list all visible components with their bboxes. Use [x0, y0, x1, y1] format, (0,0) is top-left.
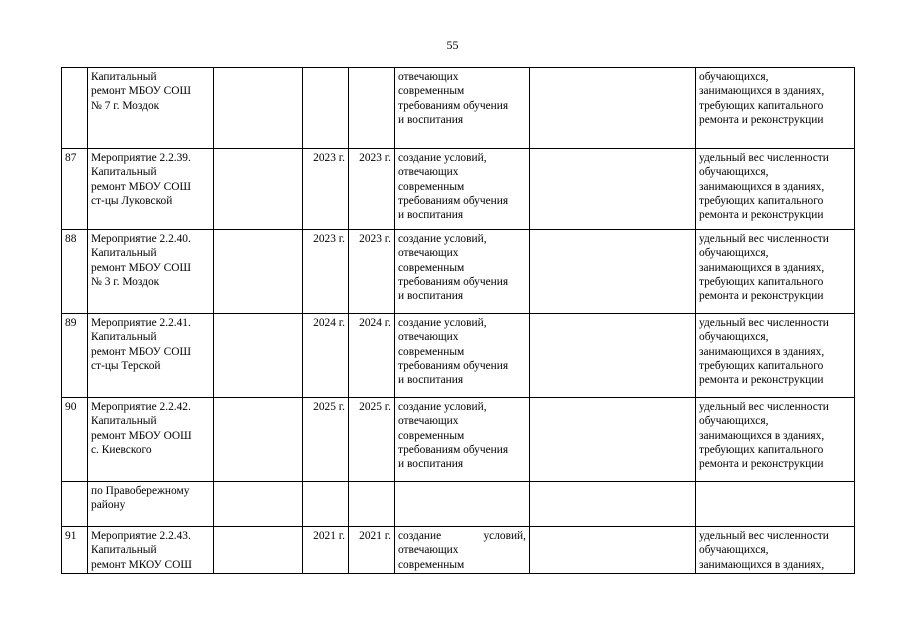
indicator-cell	[696, 68, 855, 149]
expected-result	[395, 149, 530, 230]
row-number: 89	[62, 314, 88, 398]
indicator-cell	[696, 230, 855, 314]
activity-name-line: ремонт МБОУ СОШ	[91, 85, 191, 98]
start-year: 2025 г.	[303, 398, 349, 482]
indicator-cell	[696, 482, 855, 527]
indicator-cell	[696, 314, 855, 398]
activity-name-line: Капитальный	[91, 544, 157, 557]
expected-result	[395, 314, 530, 398]
expected-result	[395, 230, 530, 314]
activity-name-line: ст-цы Луковской	[91, 194, 173, 207]
indicator-cell-line: удельный вес численности	[699, 152, 829, 164]
expected-result-line: отвечающих	[398, 166, 459, 179]
expected-result	[395, 398, 530, 482]
indicator-cell-line: ремонта и реконструкции	[699, 458, 824, 471]
activity-name-line: Мероприятие 2.2.42.	[91, 401, 191, 413]
indicator-cell-line: ремонта и реконструкции	[699, 209, 824, 222]
indicator-cell-line: ремонта и реконструкции	[699, 290, 824, 303]
start-year: 2021 г.	[303, 527, 349, 574]
expected-result	[395, 527, 530, 574]
table-row	[62, 314, 855, 398]
start-year: 2023 г.	[303, 230, 349, 314]
expected-result-line: создание условий,	[398, 401, 487, 413]
row-number: 88	[62, 230, 88, 314]
end-year: 2025 г.	[349, 398, 395, 482]
indicator-cell-line: обучающихся,	[699, 415, 769, 428]
table-row	[62, 149, 855, 230]
executor-cell	[214, 149, 303, 230]
executor-cell	[214, 482, 303, 527]
expected-result-line: требованиям обучения	[398, 359, 509, 372]
start-year	[303, 68, 349, 149]
indicator-cell-line: занимающихся в зданиях,	[699, 558, 825, 571]
activity-name-line: № 7 г. Моздок	[91, 99, 160, 112]
activity-name	[88, 68, 214, 149]
indicator-cell-line: обучающихся,	[699, 166, 769, 179]
activity-name-line: с. Киевского	[91, 443, 152, 456]
consequences-cell	[530, 482, 696, 527]
activity-name	[88, 527, 214, 574]
consequences-cell	[530, 398, 696, 482]
end-year: 2023 г.	[349, 230, 395, 314]
indicator-cell-line: удельный вес численности	[699, 530, 829, 542]
page-number: 55	[446, 38, 459, 52]
indicator-cell-line: требующих капитального	[699, 194, 824, 207]
expected-result-line: и воспитания	[398, 374, 464, 387]
expected-result	[395, 482, 530, 527]
activity-name-line: Мероприятие 2.2.43.	[91, 530, 191, 542]
expected-result-line: требованиям обучения	[398, 99, 509, 112]
indicator-cell-line: обучающихся,	[699, 331, 769, 344]
indicator-cell	[696, 398, 855, 482]
expected-result-line: современным	[398, 345, 465, 358]
activity-name-line: Капитальный	[91, 247, 157, 260]
expected-result-line: создание условий,	[398, 152, 487, 164]
indicator-cell-line: требующих капитального	[699, 443, 824, 456]
indicator-cell-line: удельный вес численности	[699, 317, 829, 329]
row-number: 91	[62, 527, 88, 574]
activity-name	[88, 398, 214, 482]
activity-name-line: ремонт МБОУ СОШ	[91, 261, 191, 274]
expected-result-line: создание условий,	[398, 233, 487, 245]
row-number	[62, 482, 88, 527]
expected-result-line: создание условий,	[398, 530, 526, 542]
start-year	[303, 482, 349, 527]
end-year: 2021 г.	[349, 527, 395, 574]
indicator-cell-line: требующих капитального	[699, 99, 824, 112]
indicator-cell-line: обучающихся,	[699, 247, 769, 260]
expected-result-line: отвечающих	[398, 331, 459, 344]
activity-name-line: району	[91, 499, 126, 512]
executor-cell	[214, 314, 303, 398]
consequences-cell	[530, 314, 696, 398]
consequences-cell	[530, 527, 696, 574]
activity-name-line: ремонт МБОУ СОШ	[91, 345, 191, 358]
activity-name-line: Капитальный	[91, 331, 157, 344]
indicator-cell-line: занимающихся в зданиях,	[699, 180, 825, 193]
activity-name	[88, 314, 214, 398]
table-row	[62, 527, 855, 574]
table-row	[62, 68, 855, 149]
table-row	[62, 482, 855, 527]
activity-name-line: Капитальный	[91, 166, 157, 179]
expected-result-line: требованиям обучения	[398, 194, 509, 207]
start-year: 2024 г.	[303, 314, 349, 398]
end-year	[349, 68, 395, 149]
indicator-cell-line: занимающихся в зданиях,	[699, 85, 825, 98]
activity-name-line: Мероприятие 2.2.39.	[91, 152, 191, 164]
expected-result-line: и воспитания	[398, 209, 464, 222]
activity-name-line: Мероприятие 2.2.40.	[91, 233, 191, 245]
indicator-cell-line: занимающихся в зданиях,	[699, 345, 825, 358]
indicator-cell	[696, 149, 855, 230]
activity-name-line: ст-цы Терской	[91, 359, 161, 372]
indicator-cell-line: удельный вес численности	[699, 401, 829, 413]
table-row	[62, 230, 855, 314]
activity-name-line: Мероприятие 2.2.41.	[91, 317, 191, 329]
executor-cell	[214, 527, 303, 574]
executor-cell	[214, 230, 303, 314]
activity-name-line: ремонт МКОУ СОШ	[91, 558, 192, 571]
activity-name-line: Капитальный	[91, 415, 157, 428]
indicator-cell-line: удельный вес численности	[699, 233, 829, 245]
row-number: 90	[62, 398, 88, 482]
expected-result-line: требованиям обучения	[398, 443, 509, 456]
activity-name-line: № 3 г. Моздок	[91, 275, 160, 288]
expected-result-line: создание условий,	[398, 317, 487, 329]
expected-result-line: отвечающих	[398, 415, 459, 428]
expected-result-line: отвечающих	[398, 544, 459, 557]
indicator-cell	[696, 527, 855, 574]
expected-result-line: современным	[398, 261, 465, 274]
expected-result-line: и воспитания	[398, 113, 464, 126]
expected-result-line: требованиям обучения	[398, 275, 509, 288]
indicator-cell-line: обучающихся,	[699, 71, 769, 83]
activity-name-line: Капитальный	[91, 71, 157, 83]
expected-result-line: современным	[398, 558, 465, 571]
activity-name-line: ремонт МБОУ СОШ	[91, 180, 191, 193]
expected-result-line: современным	[398, 180, 465, 193]
activities-table	[61, 67, 855, 574]
start-year: 2023 г.	[303, 149, 349, 230]
executor-cell	[214, 68, 303, 149]
end-year	[349, 482, 395, 527]
expected-result-line: и воспитания	[398, 458, 464, 471]
indicator-cell-line: занимающихся в зданиях,	[699, 429, 825, 442]
expected-result	[395, 68, 530, 149]
expected-result-line: отвечающих	[398, 71, 459, 83]
indicator-cell-line: обучающихся,	[699, 544, 769, 557]
indicator-cell-line: требующих капитального	[699, 275, 824, 288]
executor-cell	[214, 398, 303, 482]
expected-result-line: и воспитания	[398, 290, 464, 303]
consequences-cell	[530, 230, 696, 314]
activity-name	[88, 149, 214, 230]
activity-name-line: по Правобережному	[91, 485, 190, 497]
activity-name	[88, 230, 214, 314]
expected-result-line: отвечающих	[398, 247, 459, 260]
indicator-cell-line: требующих капитального	[699, 359, 824, 372]
expected-result-line: современным	[398, 429, 465, 442]
row-number: 87	[62, 149, 88, 230]
indicator-cell-line: ремонта и реконструкции	[699, 113, 824, 126]
row-number	[62, 68, 88, 149]
activity-name	[88, 482, 214, 527]
table-row	[62, 398, 855, 482]
indicator-cell-line: занимающихся в зданиях,	[699, 261, 825, 274]
end-year: 2024 г.	[349, 314, 395, 398]
consequences-cell	[530, 149, 696, 230]
indicator-cell-line: ремонта и реконструкции	[699, 374, 824, 387]
consequences-cell	[530, 68, 696, 149]
activity-name-line: ремонт МБОУ ООШ	[91, 429, 192, 442]
end-year: 2023 г.	[349, 149, 395, 230]
expected-result-line: современным	[398, 85, 465, 98]
